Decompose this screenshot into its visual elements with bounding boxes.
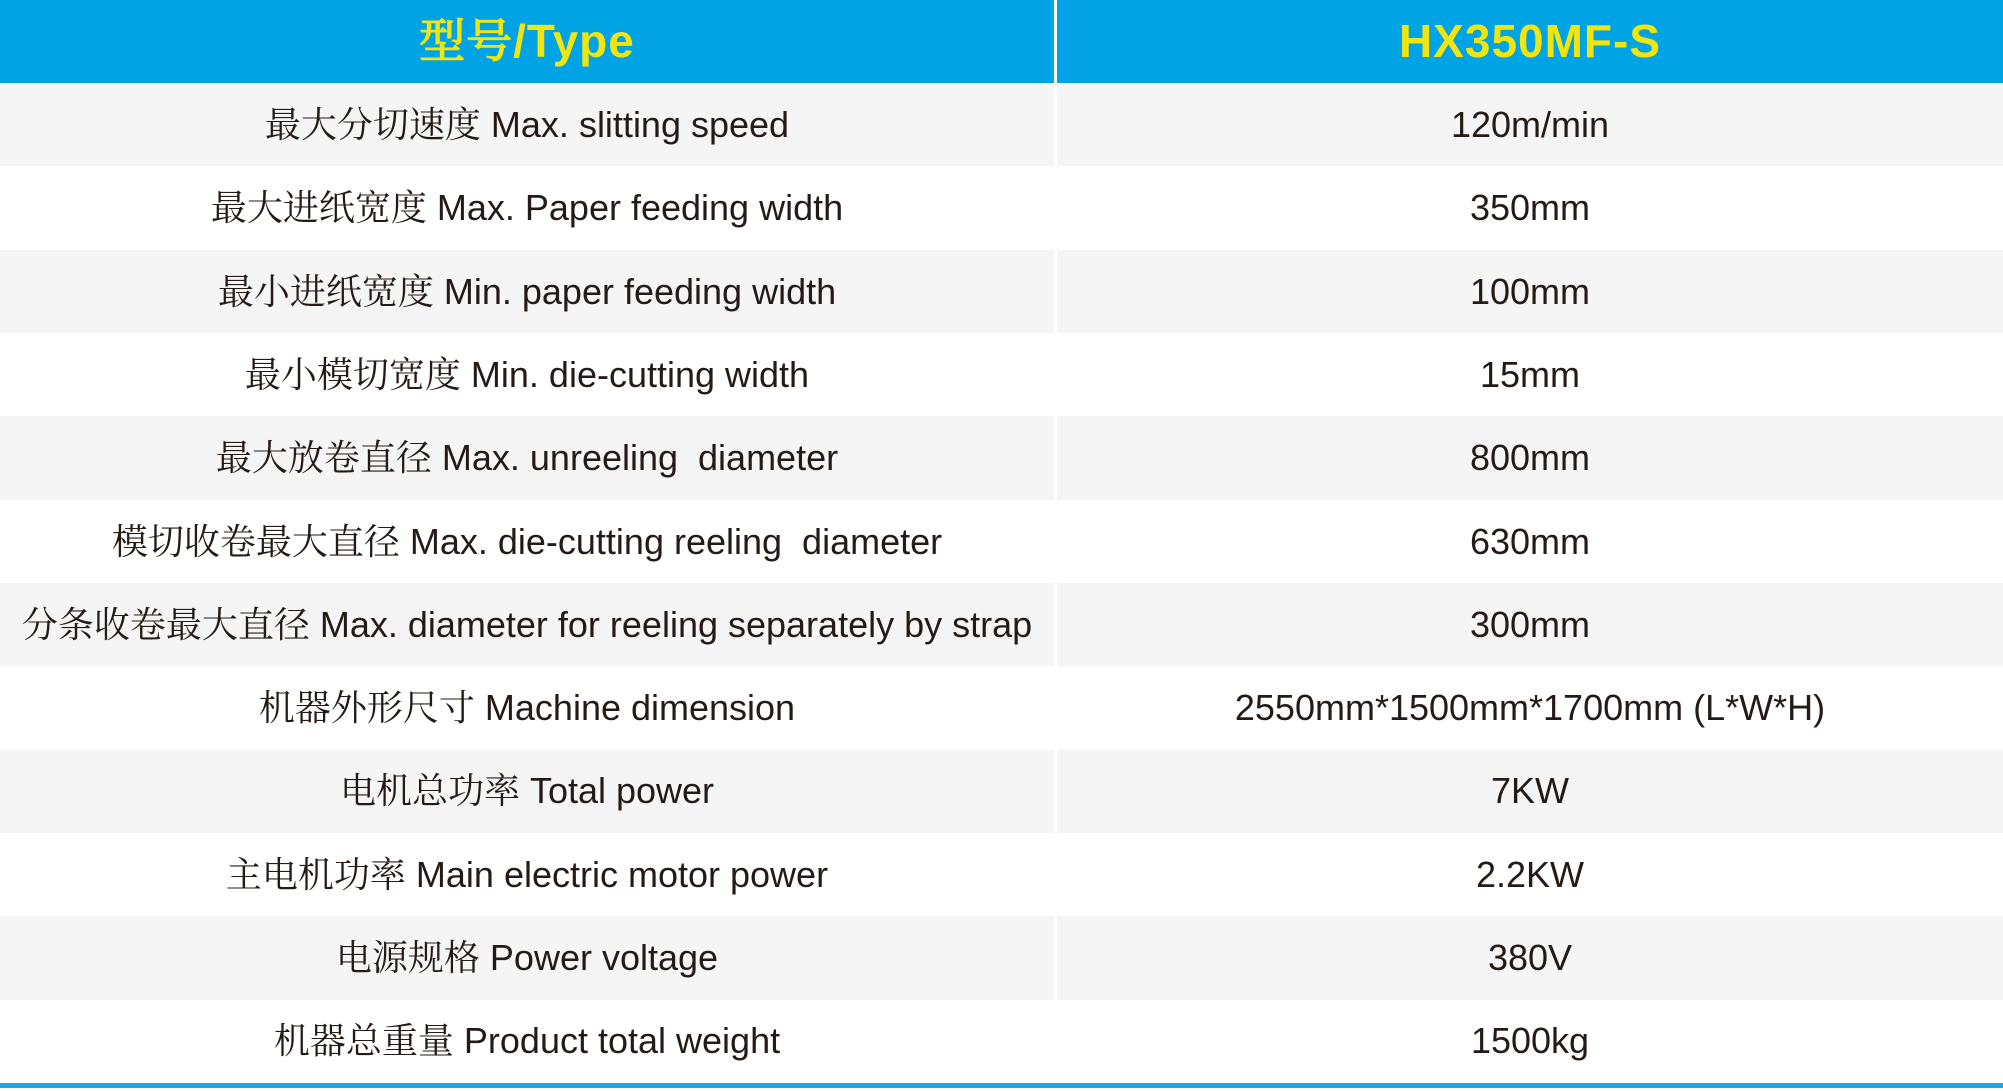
spec-value: 300mm <box>1057 583 2003 666</box>
spec-label: 主电机功率 Main electric motor power <box>0 833 1054 916</box>
table-row <box>0 250 2003 333</box>
spec-value: 1500kg <box>1057 1000 2003 1083</box>
spec-label: 模切收卷最大直径 Max. die-cutting reeling diameter <box>0 500 1054 583</box>
spec-value: 350mm <box>1057 166 2003 249</box>
spec-value: 2550mm*1500mm*1700mm (L*W*H) <box>1057 666 2003 749</box>
spec-label: 最大进纸宽度 Max. Paper feeding width <box>0 166 1054 249</box>
spec-value: 120m/min <box>1057 83 2003 166</box>
table-row <box>0 666 2003 749</box>
spec-label: 电机总功率 Total power <box>0 750 1054 833</box>
header-model-cell: HX350MF-S <box>1057 0 2003 83</box>
table-row <box>0 333 2003 416</box>
spec-label: 最小模切宽度 Min. die-cutting width <box>0 333 1054 416</box>
spec-value: 7KW <box>1057 750 2003 833</box>
table-row <box>0 916 2003 999</box>
table-row <box>0 583 2003 666</box>
table-row <box>0 1000 2003 1083</box>
table-row <box>0 416 2003 499</box>
spec-value: 800mm <box>1057 416 2003 499</box>
bottom-padding <box>0 1088 2003 1091</box>
spec-label: 最小进纸宽度 Min. paper feeding width <box>0 250 1054 333</box>
table-row <box>0 83 2003 166</box>
table-row <box>0 833 2003 916</box>
spec-value: 15mm <box>1057 333 2003 416</box>
header-type-cell: 型号/Type <box>0 0 1054 83</box>
table-row <box>0 750 2003 833</box>
spec-value: 380V <box>1057 916 2003 999</box>
table-header-row <box>0 0 2003 83</box>
spec-value: 2.2KW <box>1057 833 2003 916</box>
spec-label: 最大放卷直径 Max. unreeling diameter <box>0 416 1054 499</box>
spec-value: 630mm <box>1057 500 2003 583</box>
spec-label: 机器总重量 Product total weight <box>0 1000 1054 1083</box>
spec-label: 最大分切速度 Max. slitting speed <box>0 83 1054 166</box>
spec-value: 100mm <box>1057 250 2003 333</box>
table-row <box>0 500 2003 583</box>
spec-label: 分条收卷最大直径 Max. diameter for reeling separately by strap <box>0 583 1054 666</box>
spec-label: 机器外形尺寸 Machine dimension <box>0 666 1054 749</box>
table-row <box>0 166 2003 249</box>
spec-label: 电源规格 Power voltage <box>0 916 1054 999</box>
